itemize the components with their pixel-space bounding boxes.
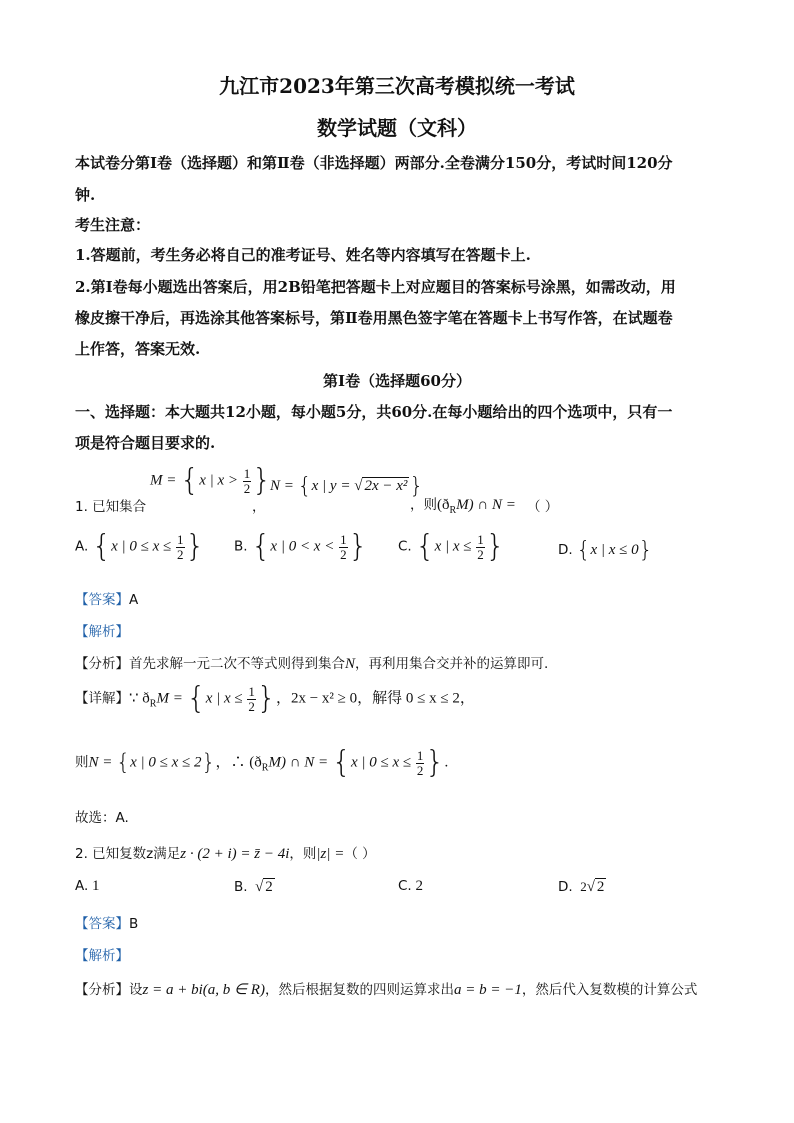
section-desc-line1: 一、选择题：本大题共12小题，每小题5分，共60分.在每小题给出的四个选项中，只有一 — [75, 403, 673, 421]
q1-then: 则N = {x | 0 ≤ x ≤ 2}，∴ $(ð_RM)$ ∩ N = {x | 0 ≤ x ≤ $\frac{1}{2}$ }. — [75, 745, 449, 780]
q1-option-a: A. {x | 0 ≤ x ≤ $\frac{1}{2}$ } — [75, 529, 205, 564]
notice-1: 1.答题前，考生务必将自己的准考证号、姓名等内容填写在答题卡上. — [75, 246, 531, 264]
exam-title: 九江市2023年第三次高考模拟统一考试 — [219, 74, 575, 98]
notice-2-line2: 橡皮擦干净后，再选涂其他答案标号，第Ⅱ卷用黑色签字笔在答题卡上书写作答，在试题卷 — [75, 309, 673, 327]
q1-answer: 【答案】A — [75, 592, 139, 608]
notice-title: 考生注意： — [75, 216, 151, 234]
q1-option-d: D. {x | x ≤ 0} — [558, 538, 653, 563]
q2-option-b: B. √ 2 — [234, 879, 273, 895]
q2-stem: 2. 已知复数z满足z · (2 + i) = z̄ − 4i，则|z| =（ ） — [75, 846, 376, 862]
q2-fenxi: 【分析】设z = a + bi(a, b ∈ R)，然后根据复数的四则运算求出a = b = −1，然后代入复数模的计算公式 — [75, 982, 698, 998]
notice-2-line1: 2.第Ⅰ卷每小题选出答案后，用2B铅笔把答题卡上对应题目的答案标号涂黑，如需改动，用 — [75, 278, 676, 296]
q1-analysis-tag: 【解析】 — [75, 624, 129, 640]
subject-title: 数学试题（文科） — [317, 116, 477, 140]
intro-line1: 本试卷分第Ⅰ卷（选择题）和第Ⅱ卷（非选择题）两部分.全卷满分150分，考试时间120分 — [75, 154, 673, 172]
q1-detail: 【详解】∵ $ð_RM = \{x$ | x ≤ $\frac{1}{2}$ }，2x − x² ≥ 0，解得 0 ≤ x ≤ 2， — [75, 681, 475, 716]
section-desc-line2: 项是符合题目要求的. — [75, 434, 216, 452]
q1-paren: （ ） — [527, 499, 559, 515]
q1-choose: 故选：A. — [75, 810, 129, 826]
section-heading: 第Ⅰ卷（选择题60分） — [323, 372, 471, 390]
q1-set-n: N = {x | y = √ 2x − x²} — [270, 474, 424, 499]
q2-answer: 【答案】B — [75, 916, 139, 932]
q1-option-b: B. {x | 0 < x < $\frac{1}{2}$ } — [234, 529, 368, 564]
q1-set-m: M = {x | x > $\frac{1}{2}$ } — [150, 463, 272, 498]
q1-fenxi: 【分析】首先求解一元二次不等式则得到集合N，再利用集合交并补的运算即可. — [75, 656, 549, 672]
notice-2-line3: 上作答，答案无效. — [75, 340, 201, 358]
q1-question: ，则$(ð_RM)$ ∩ N = — [410, 497, 516, 516]
q1-comma: ， — [252, 499, 266, 515]
intro-line2: 钟. — [75, 186, 96, 204]
q2-option-a: A. 1 — [75, 878, 100, 894]
q1-option-c: C. {x | x ≤ $\frac{1}{2}$ } — [398, 529, 505, 564]
q2-option-d: D. 2√ 2 — [558, 879, 605, 895]
q2-analysis-tag: 【解析】 — [75, 948, 129, 964]
q1-prefix: 1. 已知集合 — [75, 499, 147, 515]
q2-option-c: C. 2 — [398, 878, 423, 894]
